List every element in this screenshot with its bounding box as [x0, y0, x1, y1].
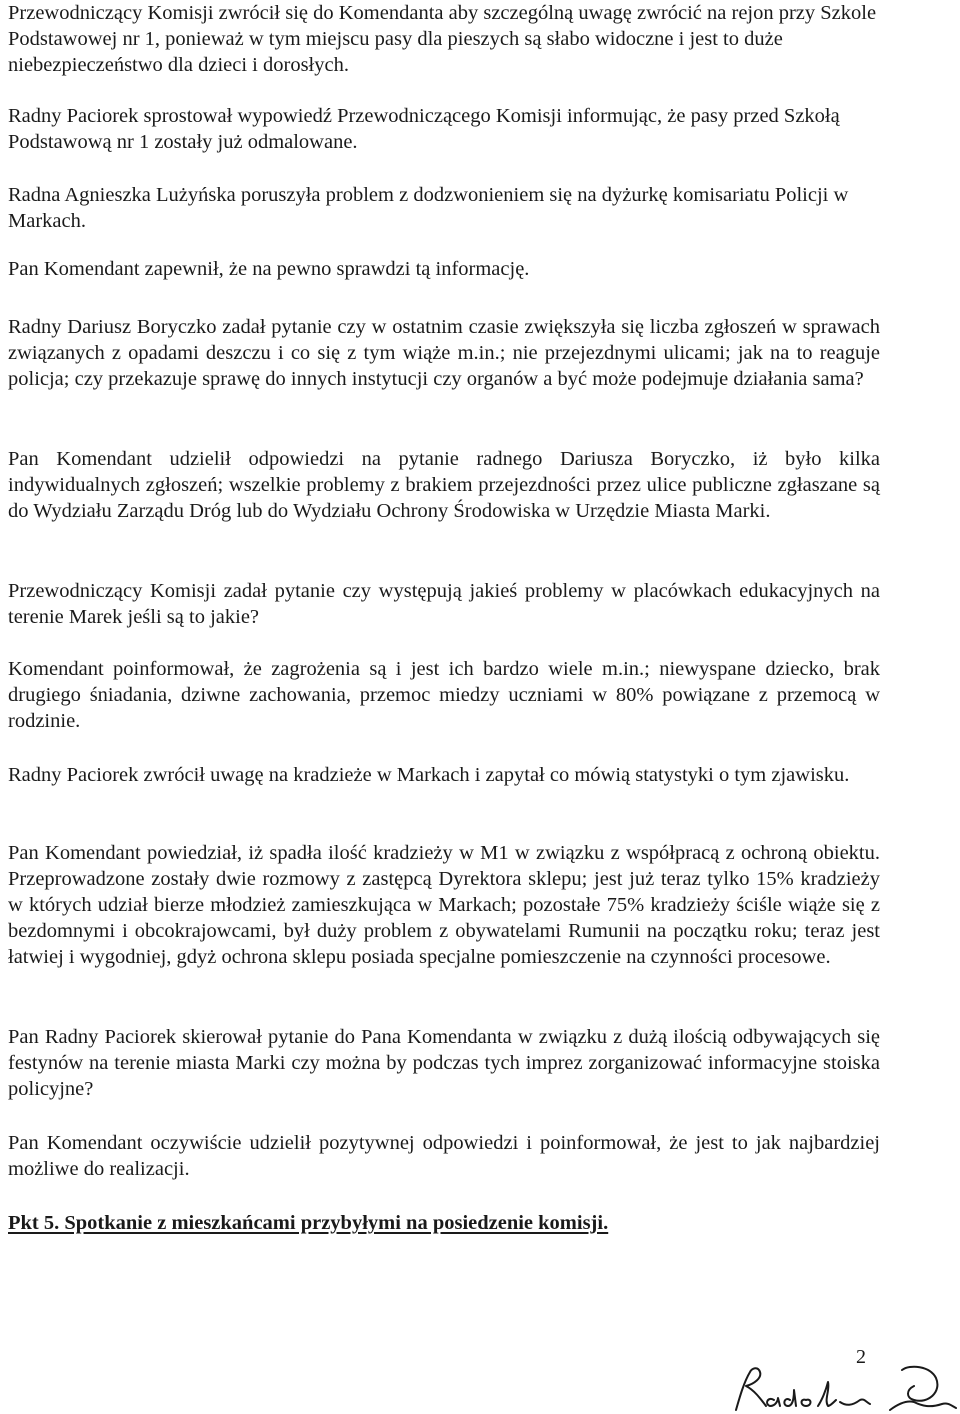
page-number: 2 [856, 1346, 866, 1368]
paragraph-9: Radny Paciorek zwrócił uwagę na kradzieże w Markach i zapytał co mówią statystyki o tym zjawisku. [8, 764, 850, 786]
handwritten-signature [730, 1360, 960, 1414]
paragraph-12: Pan Komendant oczywiście udzielił pozytywnej odpowiedzi i poinformował, że jest to jak najbardziej możliwe do realizacji. [8, 1132, 880, 1180]
paragraph-6: Pan Komendant udzielił odpowiedzi na pytanie radnego Dariusza Boryczko, iż było kilka indywidualnych zgłoszeń; wszelkie problemy z brakiem przejezdności przez ulice publiczne zgłaszane są do Wydziału Zarządu Dróg lub do Wydziału Ochrony Środowiska w Urzędzie Miasta Marki. [8, 448, 880, 522]
paragraph-10: Pan Komendant powiedział, iż spadła ilość kradzieży w M1 w związku z współpracą z ochroną obiektu. Przeprowadzone zostały dwie rozmowy z zastępcą Dyrektora sklepu; jest już teraz tylko 15% kradzieży w których udział bierze młodzież zamieszkująca w Markach; pozostałe 75% kradzieży ściśle wiąże się z bezdomnymi i obcokrajowcami, był duży problem z obywatelami Rumunii na początku roku; teraz jest łatwiej i wygodniej, gdyż ochrona sklepu posiada specjalne pomieszczenie na czynności procesowe. [8, 842, 880, 968]
paragraph-5: Radny Dariusz Boryczko zadał pytanie czy w ostatnim czasie zwiększyła się liczba zgłoszeń w sprawach związanych z opadami deszczu i co się z tym wiąże m.in.; nie przejezdnymi ulicami; jak na to reaguje policja; czy przekazuje sprawę do innych instytucji czy organów a być może podejmuje działania sama? [8, 316, 880, 390]
paragraph-1: Przewodniczący Komisji zwrócił się do Komendanta aby szczególną uwagę zwrócić na rejon przy Szkole Podstawowej nr 1, ponieważ w tym miejscu pasy dla pieszych są słabo widoczne i jest to duże niebezpieczeństwo dla dzieci i dorosłych. [8, 2, 877, 76]
paragraph-8: Komendant poinformował, że zagrożenia są i jest ich bardzo wiele m.in.; niewyspane dziecko, brak drugiego śniadania, dziwne zachowania, przemoc miedzy uczniami w 80% powiązane z przemocą w rodzinie. [8, 658, 880, 732]
paragraph-7: Przewodniczący Komisji zadał pytanie czy występują jakieś problemy w placówkach edukacyjnych na terenie Marek jeśli są to jakie? [8, 580, 880, 628]
paragraph-3: Radna Agnieszka Lużyńska poruszyła problem z dodzwonieniem się na dyżurkę komisariatu Policji w Markach. [8, 184, 849, 232]
paragraph-2: Radny Paciorek sprostował wypowiedź Przewodniczącego Komisji informując, że pasy przed Szkołą Podstawową nr 1 zostały już odmalowane. [8, 105, 840, 153]
paragraph-4: Pan Komendant zapewnił, że na pewno sprawdzi tą informację. [8, 258, 530, 280]
section-heading: Pkt 5. Spotkanie z mieszkańcami przybyłymi na posiedzenie komisji. [8, 1212, 609, 1234]
paragraph-11: Pan Radny Paciorek skierował pytanie do Pana Komendanta w związku z dużą ilością odbywających się festynów na terenie miasta Marki czy można by podczas tych imprez zorganizować informacyjne stoiska policyjne? [8, 1026, 880, 1100]
